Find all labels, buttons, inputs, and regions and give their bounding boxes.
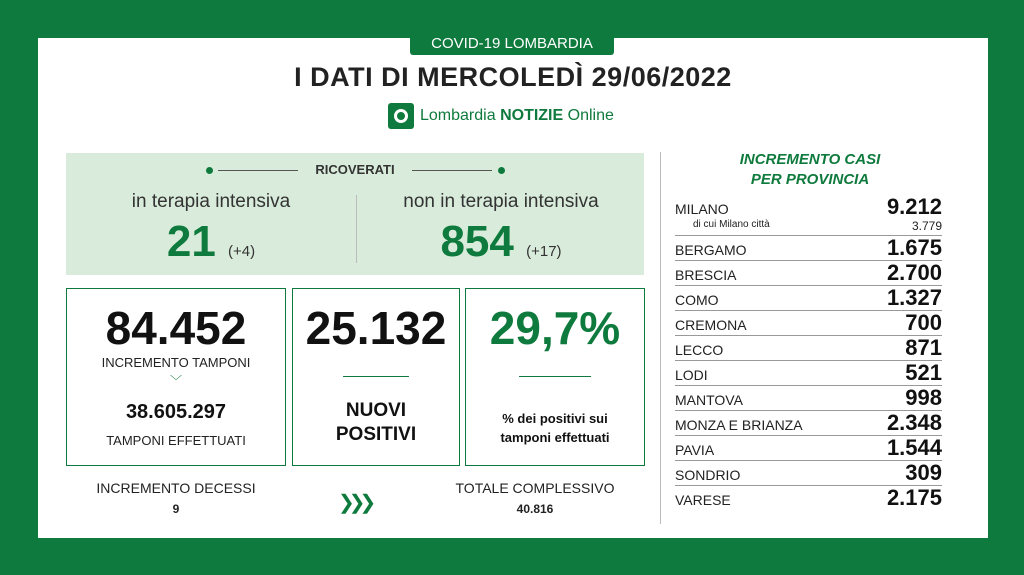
percentuale-box [465,288,645,466]
province-list [675,195,942,510]
list-item [675,411,942,436]
tamponi-total-label: TAMPONI EFFETTUATI [106,433,246,448]
province-name: VARESE [675,492,731,508]
tamponi-total: 38.605.297 [125,401,227,423]
logo-prefix: Lombardia [420,107,496,124]
province-name: SONDRIO [675,467,741,483]
list-item [675,311,942,336]
list-item [675,436,942,461]
intensiva-label: in terapia intensiva [131,191,291,212]
chevron-down-icon: ﹀ [169,374,182,388]
list-item [675,261,942,286]
province-name: BRESCIA [675,267,737,283]
province-value: 700 [905,310,942,335]
page-title: I DATI DI MERCOLEDÌ 29/06/2022 [294,62,732,92]
province-value: 1.327 [886,285,942,310]
province-name: LECCO [675,342,724,358]
list-item [675,461,942,486]
intensiva-delta: (+4) [228,243,256,260]
divider [412,170,492,171]
positivi-value: 25.132 [305,302,447,354]
province-name: CREMONA [675,317,747,333]
positivi-label [293,399,459,447]
province-name: BERGAMO [675,242,747,258]
province-name: COMO [675,292,719,308]
divider [519,376,590,377]
milano-sub-row [675,219,942,235]
province-title [690,150,930,190]
logo-suffix: Online [567,107,614,124]
logo [388,103,614,129]
totale-block [425,480,645,516]
ricoverati-panel [66,153,644,275]
non-intensiva-value: 854 [440,217,514,266]
arrows-right-icon: ❯❯❯ [338,492,371,514]
non-intensiva-delta: (+17) [526,243,562,260]
milano-sub-value: 3.779 [911,219,942,233]
province-name: MONZA E BRIANZA [675,417,803,433]
list-item [675,386,942,411]
province-name: PAVIA [675,442,715,458]
lombardia-logo-icon [388,103,414,129]
list-item [675,361,942,386]
list-item [675,486,942,510]
province-value: 2.175 [886,485,942,510]
logo-brand: NOTIZIE [500,107,564,124]
ricoverati-title: RICOVERATI [315,162,395,177]
province-value: 998 [905,385,942,410]
decessi-value: 9 [172,502,180,516]
province-title-1: INCREMENTO CASI [739,151,881,168]
non-intensiva-value-row [356,217,646,267]
non-intensiva-block [356,191,646,267]
positivi-label-2: POSITIVI [335,424,417,445]
totale-value: 40.816 [516,502,554,516]
list-item [675,195,942,236]
percentuale-label [466,409,644,447]
decessi-label: INCREMENTO DECESSI [96,480,256,496]
dot-icon [498,167,505,174]
milano-sub-label: di cui Milano città [693,219,770,230]
province-name: MILANO [675,201,729,217]
list-item [675,236,942,261]
intensiva-value: 21 [166,217,216,266]
percentuale-label-2: tamponi effettuati [500,430,610,445]
milano-row [675,195,942,219]
vertical-divider [660,152,661,524]
intensiva-value-row [66,217,356,267]
non-intensiva-label: non in terapia intensiva [403,191,599,212]
province-name: MANTOVA [675,392,743,408]
province-value: 1.675 [886,235,942,260]
province-value: 2.700 [886,260,942,285]
decessi-block [66,480,286,516]
tamponi-box [66,288,286,466]
list-item [675,336,942,361]
province-value: 309 [905,460,942,485]
positivi-label-1: NUOVI [345,400,407,421]
province-name: LODI [675,367,708,383]
divider [343,376,409,377]
logo-text [420,107,614,125]
province-title-2: PER PROVINCIA [750,171,870,188]
positivi-box [292,288,460,466]
province-value: 2.348 [886,410,942,435]
list-item [675,286,942,311]
province-value: 521 [905,360,942,385]
header-tag: COVID-19 LOMBARDIA [410,33,614,55]
province-value: 9.212 [886,194,942,219]
intensiva-block [66,191,356,267]
totale-label: TOTALE COMPLESSIVO [455,480,615,496]
tamponi-label: INCREMENTO TAMPONI [101,355,251,370]
percentuale-value: 29,7% [489,302,621,354]
province-value: 1.544 [886,435,942,460]
province-value: 871 [905,335,942,360]
tamponi-value: 84.452 [105,302,247,354]
percentuale-label-1: % dei positivi sui [502,411,608,426]
